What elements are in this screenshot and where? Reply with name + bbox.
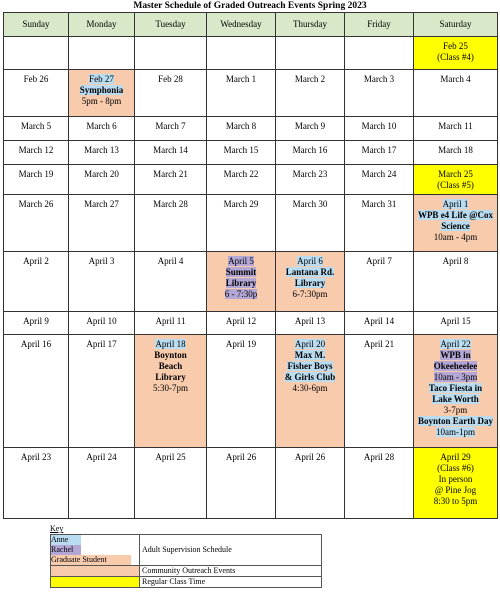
day-cell — [4, 37, 69, 70]
day-date: April 22 — [440, 339, 471, 350]
day-cell — [4, 141, 69, 165]
day-date: Feb 28 — [158, 74, 183, 85]
day-date: March 11 — [438, 120, 473, 131]
day-date: April 18 — [155, 339, 186, 350]
event-text: (Class #4) — [437, 52, 474, 62]
day-cell — [135, 70, 207, 116]
day-cell — [414, 141, 498, 165]
week-row — [4, 37, 498, 70]
day-cell — [69, 311, 135, 334]
event-text: Library — [225, 278, 257, 289]
day-date: March 14 — [153, 145, 188, 156]
day-cell — [207, 165, 276, 194]
key-swatch-peach — [51, 566, 140, 577]
day-date: March 27 — [84, 198, 119, 209]
weekday-header: Saturday — [414, 13, 498, 37]
day-cell — [414, 116, 498, 140]
day-cell — [276, 252, 345, 312]
day-date: April 24 — [86, 452, 117, 463]
day-cell — [345, 116, 414, 140]
weekday-header: Sunday — [4, 13, 69, 37]
day-cell — [4, 70, 69, 116]
day-cell — [135, 116, 207, 140]
day-cell — [276, 37, 345, 70]
day-date: March 22 — [223, 169, 259, 180]
event-text: 3-7pm — [443, 405, 468, 416]
week-row — [4, 141, 498, 165]
day-date: March 29 — [223, 198, 259, 209]
week-row — [4, 70, 498, 116]
day-date: March 30 — [292, 198, 328, 209]
day-date: April 25 — [155, 452, 186, 463]
day-date: April 11 — [155, 315, 186, 326]
weekday-header: Monday — [69, 13, 135, 37]
key-name-graduate-student: Graduate Student — [51, 555, 131, 565]
week-row — [4, 448, 498, 519]
day-date: April 23 — [20, 452, 52, 463]
day-date: March 26 — [18, 198, 54, 209]
weekday-header: Tuesday — [135, 13, 207, 37]
day-date: Feb 27 — [89, 74, 114, 85]
week-row — [4, 311, 498, 334]
day-date: Feb 25 — [443, 41, 468, 51]
event-text: Library — [155, 372, 186, 383]
day-cell — [345, 252, 414, 312]
day-date: March 16 — [292, 145, 328, 156]
event-text: 5:30-7pm — [153, 383, 188, 394]
day-cell — [207, 194, 276, 252]
day-date: March 7 — [155, 120, 186, 131]
day-date: April 20 — [294, 339, 326, 350]
day-cell — [345, 165, 414, 194]
key-table — [50, 534, 322, 588]
day-date: April 1 — [442, 198, 469, 209]
event-text: Library — [294, 278, 326, 289]
day-cell — [345, 311, 414, 334]
event-text: 10am-1pm — [436, 427, 475, 438]
day-cell — [276, 448, 345, 519]
day-date: April 12 — [225, 315, 257, 326]
day-date: March 20 — [84, 169, 119, 180]
weekday-header: Wednesday — [207, 13, 276, 37]
event-text: Max M. — [294, 350, 326, 361]
key-name-anne: Anne — [51, 535, 81, 545]
event-text: Okeeheelee — [433, 361, 478, 372]
day-cell — [135, 165, 207, 194]
day-cell — [276, 70, 345, 116]
day-cell — [276, 335, 345, 448]
day-date: March 4 — [440, 74, 471, 85]
day-cell — [414, 252, 498, 312]
day-date: March 25 — [438, 169, 473, 180]
day-date: March 24 — [361, 169, 397, 180]
day-cell — [135, 252, 207, 312]
day-date: April 15 — [440, 315, 471, 326]
event-text: WPB in — [440, 350, 471, 361]
day-cell — [135, 335, 207, 448]
event-text: 8:30 to 5pm — [433, 496, 478, 507]
day-date: April 21 — [363, 339, 395, 350]
event-text: Lake Worth — [432, 394, 479, 405]
event-text: Fisher Boys — [287, 361, 333, 372]
day-cell — [69, 141, 135, 165]
weekday-header: Friday — [345, 13, 414, 37]
day-date: April 3 — [88, 256, 115, 267]
day-date: March 2 — [294, 74, 326, 85]
day-date: April 9 — [23, 315, 49, 326]
day-date: March 6 — [86, 120, 117, 131]
day-cell — [276, 165, 345, 194]
day-cell — [207, 116, 276, 140]
day-cell — [414, 311, 498, 334]
day-date: March 13 — [84, 145, 119, 156]
day-cell — [345, 70, 414, 116]
key-adult-supervision: Adult Supervision Schedule — [140, 535, 322, 566]
event-text: Boynton Earth Day — [417, 416, 493, 427]
day-cell — [135, 141, 207, 165]
day-cell — [276, 141, 345, 165]
day-cell — [207, 141, 276, 165]
day-cell — [276, 194, 345, 252]
day-date: March 5 — [20, 120, 52, 131]
event-text: Beach — [158, 361, 183, 372]
day-cell — [207, 37, 276, 70]
day-cell — [414, 448, 498, 519]
week-row — [4, 335, 498, 448]
day-cell — [414, 37, 498, 70]
day-cell — [69, 116, 135, 140]
day-cell — [207, 448, 276, 519]
day-date: March 15 — [223, 145, 259, 156]
day-date: March 17 — [361, 145, 397, 156]
day-date: April 10 — [86, 315, 117, 326]
week-row — [4, 194, 498, 252]
event-text: In person — [438, 474, 473, 485]
day-cell — [345, 194, 414, 252]
event-text: @ Pine Jog — [434, 485, 477, 496]
day-cell — [207, 335, 276, 448]
key-swatch-yellow — [51, 577, 140, 588]
event-text: Boynton — [154, 350, 187, 361]
week-row — [4, 165, 498, 194]
event-text: Symphonia — [79, 85, 124, 96]
event-text: 6 - 7:30p — [224, 289, 258, 300]
event-text: 5pm - 8pm — [81, 96, 122, 107]
day-date: March 23 — [292, 169, 328, 180]
day-cell — [4, 116, 69, 140]
day-date: March 8 — [225, 120, 257, 131]
day-date: March 9 — [294, 120, 326, 131]
event-text: 6-7:30pm — [292, 289, 328, 300]
week-row — [4, 252, 498, 312]
day-cell — [4, 335, 69, 448]
day-cell — [69, 70, 135, 116]
day-cell — [69, 335, 135, 448]
day-cell — [69, 448, 135, 519]
day-date: April 6 — [297, 256, 323, 267]
day-date: April 16 — [20, 339, 52, 350]
day-date: March 3 — [363, 74, 395, 85]
day-cell — [135, 194, 207, 252]
day-cell — [69, 252, 135, 312]
day-cell — [4, 165, 69, 194]
event-text: Taco Fiesta in — [428, 383, 483, 394]
day-cell — [69, 194, 135, 252]
day-date: March 1 — [225, 74, 257, 85]
day-cell — [135, 37, 207, 70]
calendar-table — [3, 12, 498, 519]
day-date: April 2 — [23, 256, 49, 267]
day-cell — [414, 194, 498, 252]
day-date: March 10 — [361, 120, 397, 131]
weekday-header-row — [4, 13, 498, 37]
event-text: 4:30-6pm — [292, 383, 328, 394]
day-date: March 21 — [153, 169, 188, 180]
day-cell — [414, 335, 498, 448]
week-row — [4, 116, 498, 140]
day-date: March 19 — [18, 169, 54, 180]
day-date: March 12 — [18, 145, 54, 156]
key-names-cell — [51, 535, 140, 566]
day-date: April 7 — [366, 256, 392, 267]
day-date: Feb 26 — [23, 74, 49, 85]
day-cell — [207, 252, 276, 312]
day-cell — [276, 116, 345, 140]
day-date: March 28 — [153, 198, 188, 209]
day-date: April 26 — [294, 452, 326, 463]
day-date: April 5 — [228, 256, 254, 267]
day-cell — [345, 141, 414, 165]
day-cell — [207, 311, 276, 334]
day-date: April 26 — [225, 452, 257, 463]
day-date: April 19 — [225, 339, 257, 350]
event-text: & Girls Club — [284, 372, 336, 383]
day-date: March 31 — [361, 198, 397, 209]
event-text: 10am - 4pm — [433, 231, 478, 242]
day-cell — [135, 448, 207, 519]
weekday-header: Thursday — [276, 13, 345, 37]
event-text: (Class #5) — [437, 180, 474, 191]
day-date: April 17 — [86, 339, 117, 350]
day-cell — [414, 165, 498, 194]
event-text: Summit — [225, 267, 257, 278]
event-text: Science — [441, 220, 470, 231]
day-cell — [345, 37, 414, 70]
day-date: April 29 — [440, 452, 471, 463]
day-cell — [69, 165, 135, 194]
day-cell — [207, 70, 276, 116]
day-cell — [4, 311, 69, 334]
day-cell — [135, 311, 207, 334]
event-text: (Class #6) — [437, 463, 474, 474]
day-date: April 8 — [442, 256, 469, 267]
day-cell — [4, 194, 69, 252]
day-date: April 14 — [363, 315, 395, 326]
event-text: 10am - 3pm — [433, 372, 478, 383]
event-text: WPB e4 Life @Cox — [417, 209, 494, 220]
page-title: Master Schedule of Graded Outreach Events Spring 2023 — [133, 1, 367, 11]
key-name-rachel: Rachel — [51, 545, 81, 555]
key-regular-class: Regular Class Time — [140, 577, 322, 588]
key-title: Key — [50, 524, 64, 533]
day-date: April 13 — [294, 315, 326, 326]
day-cell — [345, 335, 414, 448]
day-cell — [69, 37, 135, 70]
day-cell — [4, 448, 69, 519]
day-cell — [4, 252, 69, 312]
day-cell — [345, 448, 414, 519]
key-community-outreach: Community Outreach Events — [140, 566, 322, 577]
day-date: April 4 — [157, 256, 184, 267]
day-cell — [414, 70, 498, 116]
day-date: April 28 — [363, 452, 395, 463]
event-text: Lantana Rd. — [285, 267, 335, 278]
day-date: March 18 — [438, 145, 473, 156]
day-cell — [276, 311, 345, 334]
